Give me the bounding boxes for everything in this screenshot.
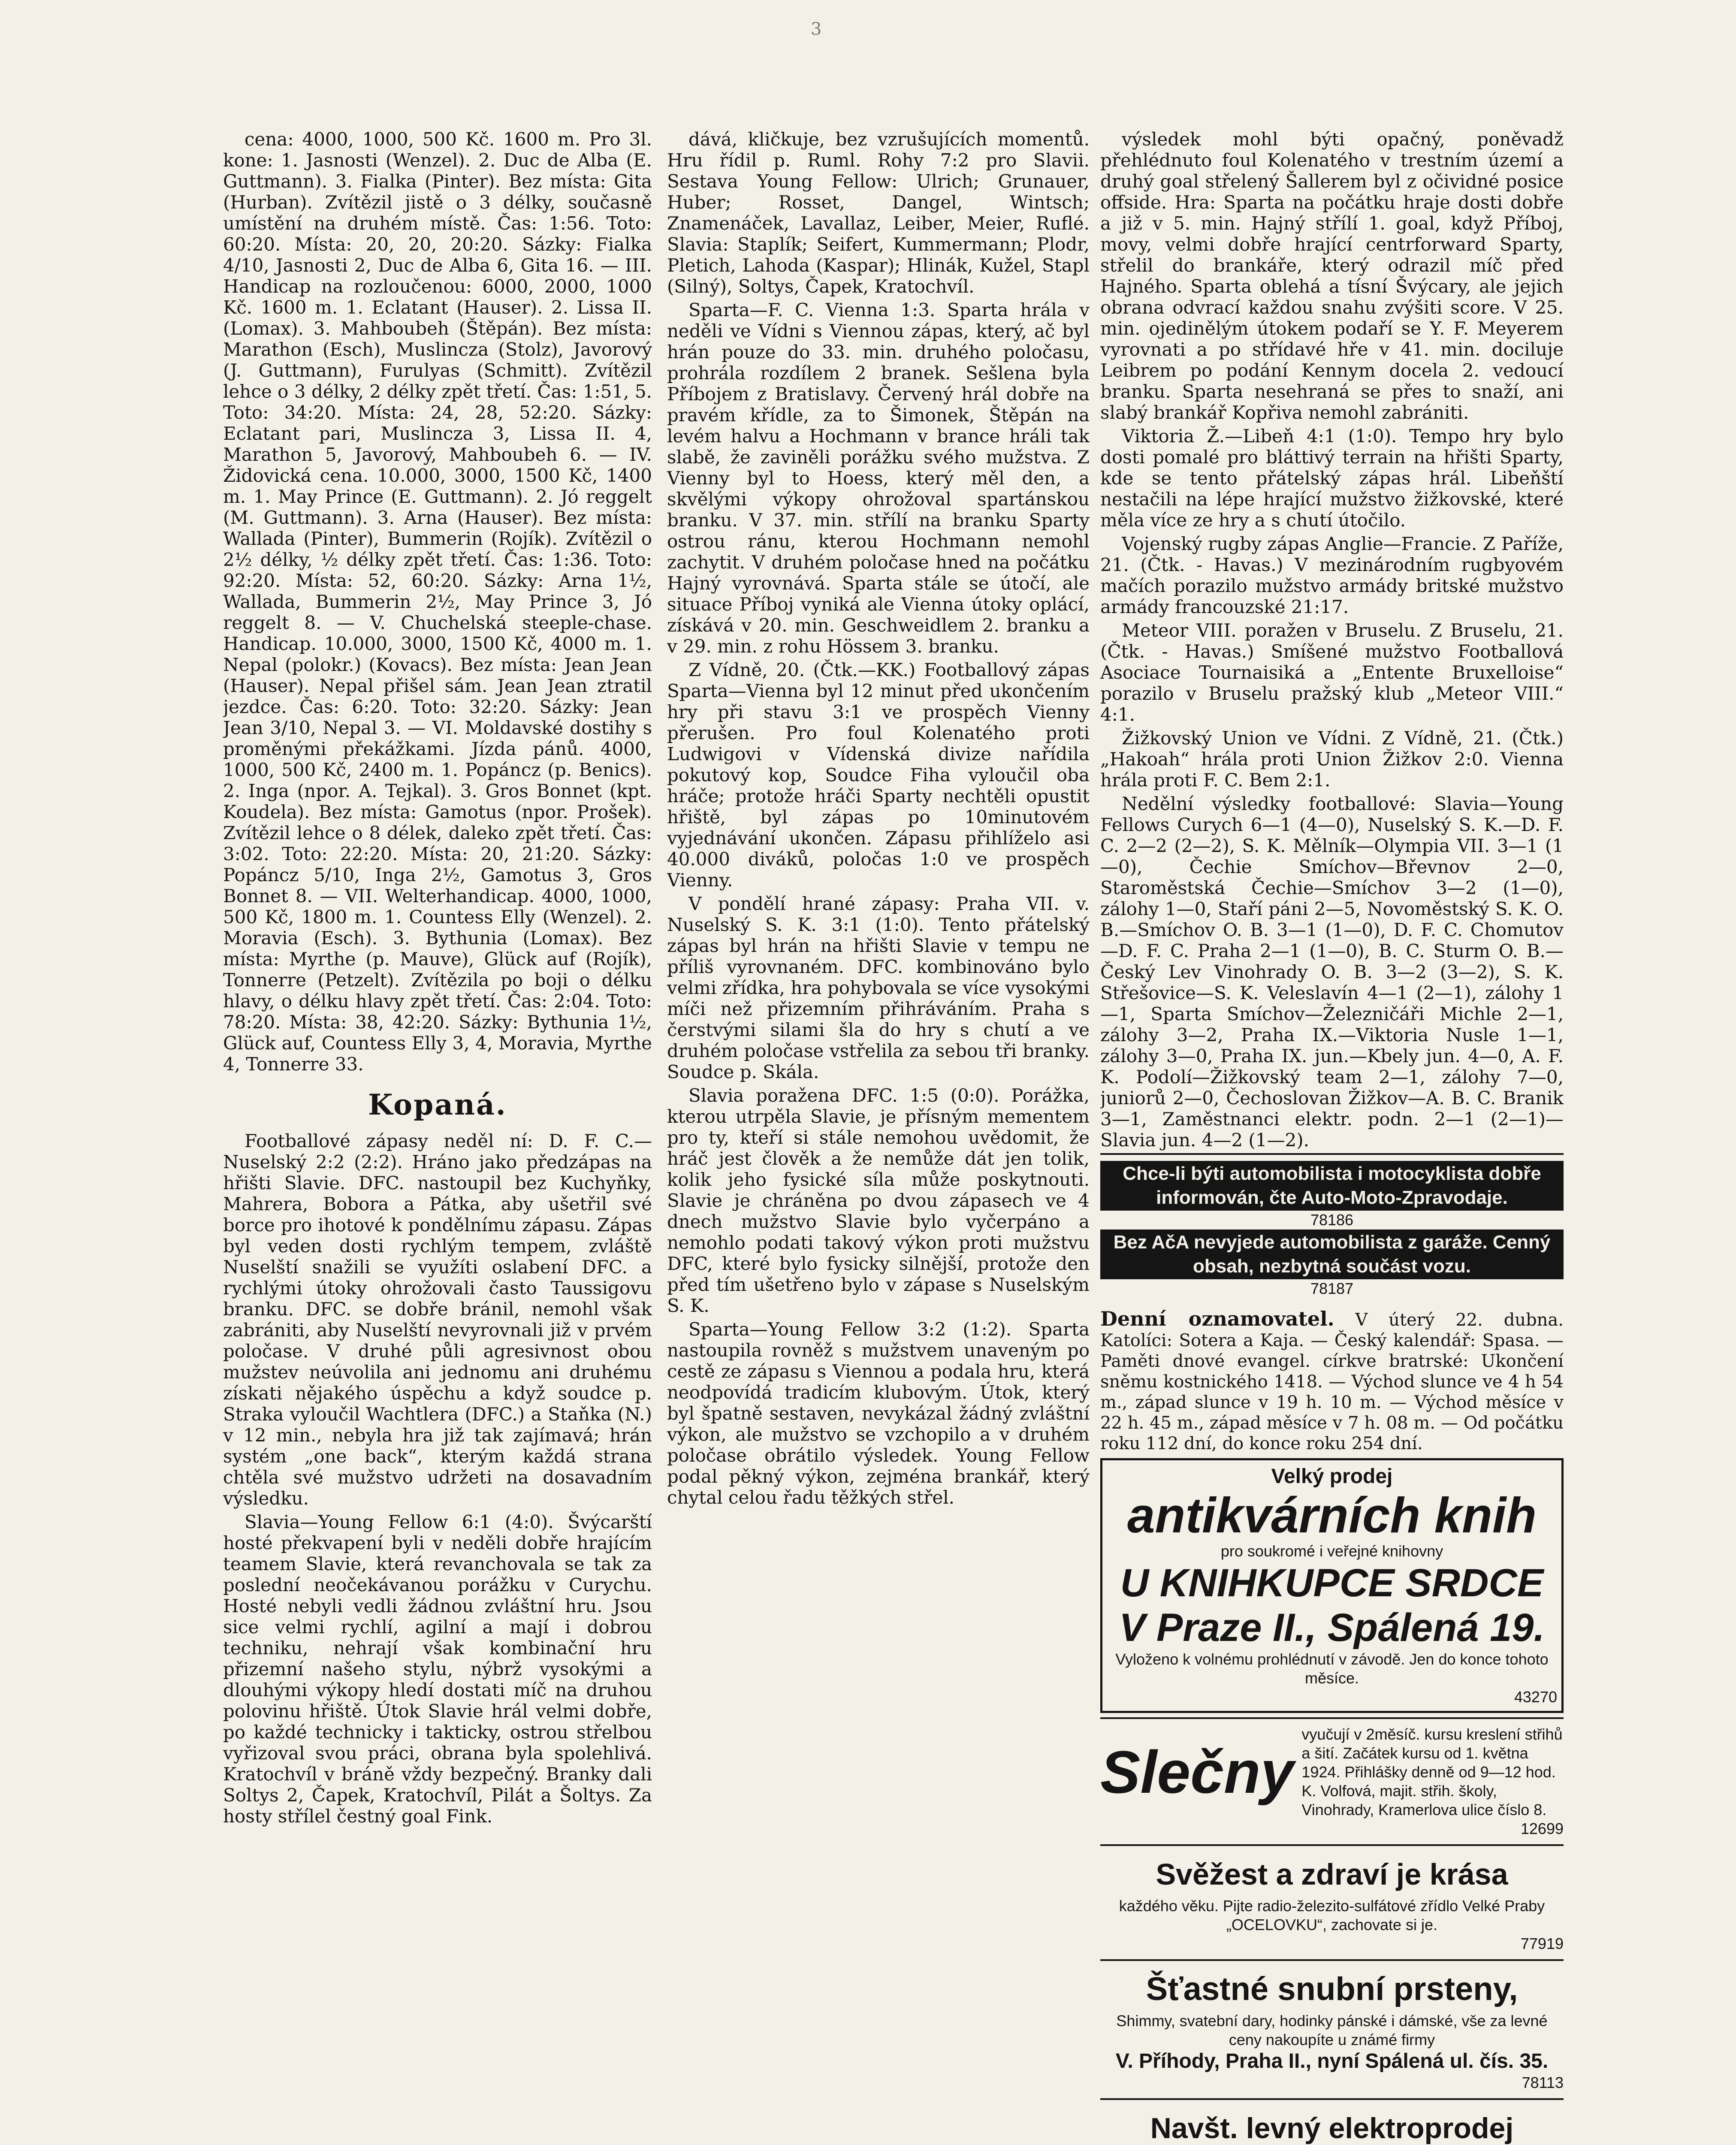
ad-books-line6: Vyloženo k volnému prohlédnutí v závodě. Jen do konce tohoto měsíce. — [1115, 1650, 1549, 1687]
ad-rings-code: 78113 — [1522, 2074, 1564, 2091]
column-3 — [1100, 129, 1564, 2145]
racing-results: cena: 4000, 1000, 500 Kč. 1600 m. Pro 3l. kone: 1. Jasnosti (Wenzel). 2. Duc de Alba (E. Guttmann). 3. Fialka (Pinter). Bez místa: Gita (Hurban). Zvítězil jistě o 3 délky, současně umístění na druhém místě. Čas: 1:56. Toto: 60:20. Místa: 20, 20, 20:20. Sázky: Fialka 4/10, Jasnosti 2, Duc de Alba 6, Gita 16. — III. Handicap na rozloučenou: 6000, 2000, 1000 Kč. 1600 m. 1. Eclatant (Hauser). 2. Lissa II. (Lomax). 3. Mahboubeh (Štěpán). Bez místa: Marathon (Esch), Muslincza (Stolz), Javorový (J. Guttmann), Furulyas (Schmitt). Zvítězil lehce o 3 délky, 2 délky zpět třetí. Čas: 1:51, 5. Toto: 34:20. Místa: 24, 28, 52:20. Sázky: Eclatant pari, Muslincza 3, Lissa II. 4, Marathon 5, Javorový, Mahboubeh 6. — IV. Židovická cena. 10.000, 3000, 1500 Kč, 1400 m. 1. May Prince (E. Guttmann). 2. Jó reggelt (M. Guttmann). 3. Arna (Hauser). Bez místa: Wallada (Pinter), Bummerin (Rojík). Zvítězil o 2½ délky, ½ délky zpět třetí. Čas: 1:36. Toto: 92:20. Místa: 52, 60:20. Sázky: Arna 1½, Wallada, Bummerin 2½, May Prince 3, Jó reggelt 8. — V. Chuchelská steeple-chase. Handicap. 10.000, 3000, 1500 Kč, 4000 m. 1. Nepal (polokr.) (Kovacs). Bez místa: Jean Jean (Hauser). Nepal přišel sám. Jean Jean ztratil jezdce. Čas: 6:20. Toto: 32:20. Sázky: Jean Jean 3/10, Nepal 3. — VI. Moldavské dostihy s proměnými překážkami. Jízda pánů. 4000, 1000, 500 Kč, 2400 m. 1. Popáncz (p. Benics). 2. Inga (npor. A. Tejkal). 3. Gros Bonnet (kpt. Koudela). Bez místa: Gamotus (npor. Prošek). Zvítězil lehce o 8 délek, daleko zpět třetí. Čas: 3:02. Toto: 22:20. Místa: 20, 21:20. Sázky: Popáncz 5/10, Inga 2½, Gamotus 3, Gros Bonnet 8. — VII. Welterhandicap. 4000, 1000, 500 Kč, 1800 m. 1. Countess Elly (Wenzel). 2. Moravia (Esch). 3. Bythunia (Lomax). Bez místa: Myrthe (p. Mauve), Glück auf (Rojík), Tonnerre (Petzelt). Zvítězila po boji o délku hlavy, o délku hlavy zpět třetí. Čas: 2:04. Toto: 78:20. Místa: 38, 42:20. Sázky: Bythunia 1½, Glück auf, Countess Elly 3, 4, Moravia, Myrthe 4, Tonnerre 33. — [223, 129, 652, 1075]
column-2 — [667, 129, 1090, 2145]
ad-sletny-code: 12699 — [1520, 1820, 1564, 1837]
ad-rings-title: Šťastné snubní prsteny, — [1146, 1971, 1518, 2007]
article-paragraph: Viktoria Ž.—Libeň 4:1 (1:0). Tempo hry bylo dosti pomalé pro bláttivý terrain na hřišti Sparty, kde se tento přátelský zápas hrál. Libeňští nestačili na lépe hrající mužstvo žižkovské, které měla více ze hry a s chutí útočilo. — [1100, 426, 1564, 531]
ad-health — [1100, 1844, 1564, 1959]
article-paragraph: Z Vídně, 20. (Čtk.—KK.) Footballový zápas Sparta—Vienna byl 12 minut před ukončením hry při stavu 3:1 ve prospěch Vienny přerušen. Pro foul Kolenatého proti Ludwigovi v Vídenská divize nařídila pokutový kop, Soudce Fiha vyloučil oba hráče; protože hráči Sparty nechtěli opustit hřiště, byl zápas po 10minutovém vyjednávání ukončen. Zápasu přihlíželo asi 40.000 diváků, poločas 1:0 ve prospěch Vienny. — [667, 659, 1090, 891]
ad-books-code: 43270 — [1514, 1688, 1557, 1706]
page-mark: 3 — [811, 19, 822, 39]
ad-books-line1: Velký prodej — [1271, 1465, 1393, 1488]
ad-health-code: 77919 — [1520, 1935, 1564, 1952]
ad-electro — [1100, 2098, 1564, 2145]
ad-moto-line1: Chce-li býti automobilista i motocyklista dobře informován, čte Auto-Moto-Zpravodaje. — [1100, 1161, 1564, 1211]
ad-sletny-text: vyučují v 2měsíč. kursu kreslení střihů a šití. Začátek kursu od 1. května 1924. Přihlášky denně od 9—12 hod. K. Volfová, majit. střih. školy, Vinohrady, Kramerlova ulice číslo 8. — [1301, 1725, 1563, 1819]
ad-health-text: každého věku. Pijte radio-železito-sulfátové zřídlo Velké Praby „OCELOVKU“, zachovate si je. — [1119, 1897, 1545, 1934]
ad-moto — [1100, 1153, 1564, 1304]
article-paragraph: Sparta—F. C. Vienna 1:3. Sparta hrála v neděli ve Vídni s Viennou zápas, který, ač byl hrán pouze do 33. min. druhého poločasu, prohrála rozdílem 2 branek. Sešlena byla Příbojem z Bratislavy. Červený hrál dobře na pravém křídle, za to Šimonek, Štěpán na levém halvu a Hochmann v brance hráli tak slabě, že zaviněli porážku svého mužstva. Z Vienny byl to Hoess, který měl den, a skvělými výkopy ohrožoval spartánskou branku. V 37. min. střílí na branku Sparty ostrou ránu, kterou Hochmann nemohl zachytit. V druhém poločase hned na počátku Hajný vyrovnává. Sparta stále se útočí, ale situace Příboj vyniká ale Vienna útoky oplácí, získává v 20. min. Geschweidlem 2. branku a v 29. min. z rohu Hössem 3. branku. — [667, 299, 1090, 657]
ad-moto-code2: 78187 — [1310, 1280, 1354, 1297]
article-paragraph: Nedělní výsledky footballové: Slavia—Young Fellows Curych 6—1 (4—0), Nuselský S. K.—D. F. C. 2—2 (2—2), S. K. Mělník—Olympia VII. 3—1 (1—0), Čechie Smíchov—Břevnov 2—0, Staroměstská Čechie—Smíchov 3—2 (1—0), zálohy 1—0, Staří páni 2—5, Novoměstský S. K. O. B.—Smíchov O. B. 3—1 (1—0), D. F. C. Chomutov—D. F. C. Praha 2—1 (1—0), B. C. Sturm O. B.—Český Lev Vinohrady O. B. 3—2 (3—2), S. K. Střešovice—S. K. Veleslavín 4—1 (2—1), zálohy 1—1, Sparta Smíchov—Železničáři Michle 2—1, zálohy 3—2, Praha IX.—Viktoria Nusle 1—1, zálohy 3—0, Praha IX. jun.—Kbely jun. 4—0, A. F. K. Podolí—Žižkovský team 2—1, zálohy 7—0, juniorů 2—0, Čechoslovan Žižkov—A. B. C. Branik 3—1, Zaměstnanci elektr. podn. 2—1 (2—1)—Slavia jun. 4—2 (1—2). — [1100, 793, 1564, 1151]
ad-sletny-word: Slečny — [1100, 1738, 1294, 1806]
article-paragraph: Meteor VIII. poražen v Bruselu. Z Bruselu, 21. (Čtk. - Havas.) Smíšené mužstvo Footballová Asociace Tournaisiká a „Entente Bruxelloise“ porazilo v Bruselu pražský klub „Meteor VIII.“ 4:1. — [1100, 620, 1564, 725]
ad-books-line2: antikvárních knih — [1127, 1487, 1537, 1543]
ad-sletny — [1100, 1717, 1564, 1844]
football-paragraph: Footballové zápasy neděl ní: D. F. C.—Nuselský 2:2 (2:2). Hráno jako předzápas na hřišti Slavie. DFC. nastoupil bez Kuchyňky, Mahrera, Bobora a Pátka, aby ušetřil své borce pro ihotové k pondělnímu zápasu. Zápas byl veden dosti rychlým tempem, zvláště Nuselští snažili se využíti oslabení DFC. a rychlými útoky ohrožovali často Taussigovu branku. DFC. se dobře bránil, nemohl však zabrániti, aby Nuselští nevyrovnali již v prvém poločase. V druhé půli agresivnost obou mužstev neúvolila ani jednomu ani druhému získati nějakého úspěchu a když soudce p. Straka vyloučil Wachtlera (DFC.) a Staňka (N.) v 12 min., nebyla hra již tak zajímavá; hrán systém „one back“, kterým každá strana chtěla své mužstvo udržeti na dosavadním výsledku. — [223, 1130, 652, 1509]
ad-books-line4: U KNIHKUPCE SRDCE — [1120, 1561, 1544, 1605]
ad-books-line5: V Praze II., Spálená 19. — [1119, 1606, 1545, 1650]
article-paragraph: dává, kličkuje, bez vzrušujících momentů. Hru řídil p. Ruml. Rohy 7:2 pro Slavii. Sestava Young Fellow: Ulrich; Grunauer, Huber; Rosset, Dangel, Wintsch; Znamenáček, Lavallaz, Leiber, Meier, Ruflé. Slavia: Staplík; Seifert, Kummermann; Plodr, Pletich, Lahoda (Kaspar); Hlinák, Kužel, Stapl (Silný), Soltys, Čapek, Kratochvíl. — [667, 129, 1090, 297]
ad-books — [1100, 1458, 1564, 1713]
ad-moto-code1: 78186 — [1310, 1211, 1354, 1229]
ad-rings-text: Shimmy, svatební dary, hodinky pánské i dámské, vše za levné ceny nakoupíte u známé firmy — [1116, 2012, 1548, 2048]
column-1 — [223, 129, 652, 2145]
news-block — [1100, 129, 1564, 1151]
article-paragraph: V pondělí hrané zápasy: Praha VII. v. Nuselský S. K. 3:1 (1:0). Tento přátelský zápas byl hrán na hřišti Slavie v tempu ne příliš vyrovnaném. DFC. kombinováno bylo velmi zřídka, hra pohybovala se více vysokými míči než přizemním přihráváním. Praha s čerstvými silami šla do hry s chutí a ve druhém poločase vstřelila za sebou tři branky. Soudce p. Skála. — [667, 893, 1090, 1082]
article-paragraph: Vojenský rugby zápas Anglie—Francie. Z Paříže, 21. (Čtk. - Havas.) V mezinárodním rugbyovém mačích porazilo mužstvo armády britské mužstvo armády francouzské 21:17. — [1100, 533, 1564, 617]
ad-books-line3: pro soukromé i veřejné knihovny — [1220, 1542, 1443, 1560]
article-paragraph: Žižkovský Union ve Vídni. Z Vídně, 21. (Čtk.) „Hakoah“ hrála proti Union Žižkov 2:0. Vienna hrála proti F. C. Bem 2:1. — [1100, 728, 1564, 791]
daily-notice-title: Denní oznamovatel. — [1100, 1307, 1334, 1330]
ad-moto-line2: Bez AčA nevyjede automobilista z garáže. Cenný obsah, nezbytná součást vozu. — [1100, 1230, 1564, 1279]
ad-health-title: Svěžest a zdraví je krása — [1156, 1858, 1508, 1891]
daily-notice — [1100, 1308, 1564, 1454]
ad-rings-addr: V. Příhody, Praha II., nyní Spálená ul. čís. 35. — [1115, 2050, 1549, 2072]
daily-notice-body: V úterý 22. dubna. Katolíci: Sotera a Kaja. — Český kalendář: Spasa. — Paměti dnové evangel. církve bratrské: Ukončení sněmu kostnického 1418. — Východ slunce ve 4 h 54 m., západ slunce v 19 h. 10 m. — Východ měsíce v 22 h. 45 m., západ měsíce v 7 h. 08 m. — Od počátku roku 112 dní, do konce roku 254 dní. — [1100, 1310, 1564, 1453]
article-paragraph: výsledek mohl býti opačný, poněvadž přehlédnuto foul Kolenatého v trestním území a druhý goal střelený Šallerem byl z očividné posice offside. Hra: Sparta na počátku hraje dosti dobře a již v 5. min. Hajný střílí 1. goal, když Příboj, movy, velmi dobře hrající centrforward Sparty, střelil do brankáře, který odrazil míč před Hajného. Sparta oblehá a tísní Švýcary, ale jejich obrana odvrací každou snahu zvýšiti score. V 25. min. ojedinělým útokem podaří se Y. F. Meyerem vyrovnati a po střídavé hře v 41. min. dociluje Leibrem po podání Kennym docela 2. vedoucí branku. Sparta nesehraná se přes to snaží, ani slabý brankář Kopřiva nemohl zabrániti. — [1100, 129, 1564, 423]
section-title-football: Kopaná. — [368, 1088, 507, 1121]
ad-rings — [1100, 1959, 1564, 2098]
football-paragraph: Slavia—Young Fellow 6:1 (4:0). Švýcarští hosté překvapení byli v neděli dobře hrajícím teamem Slavie, která revanchovala se tak za poslední neočekávanou porážku v Curychu. Hosté nebyli vedli žádnou zvláštní hru. Jsou sice velmi rychlí, agilní a mají i dobrou techniku, nehrají však kombinační hru přizemní našeho stylu, nýbrž vysokými a dlouhými výkopy hledí dostati míč na druhou polovinu hřiště. Útok Slavie hrál velmi dobře, po každé technicky i takticky, ostrou střelbou vyřizoval svou práci, obrana byla spolehlivá. Kratochvíl v bráně vždy bezpečný. Branky dali Soltys 2, Čapek, Kratochvíl, Pilát a Šoltys. Za hosty střílel čestný goal Fink. — [223, 1511, 652, 1827]
article-paragraph: Slavia poražena DFC. 1:5 (0:0). Porážka, kterou utrpěla Slavie, je přísným mementem pro ty, kteří si stále nemohou uvědomit, že hráč jest člověk a že nemůže dát jen tolik, kolik jeho fysické síla může poskytnouti. Slavie je chráněna po dvou zápasech ve 4 dnech mužstvo Slavie bylo vyčerpáno a nemohlo podati takový výkon proti mužstvu DFC, které bylo fysicky silnější, protože den před tím ušetřeno bylo v zápase s Nuselským S. K. — [667, 1085, 1090, 1316]
ad-electro-title: Navšt. levný elektroprodej — [1150, 2112, 1514, 2145]
article-paragraph: Sparta—Young Fellow 3:2 (1:2). Sparta nastoupila rovněž s mužstvem unaveným po cestě ze zápasu s Viennou a podala hru, která neodpovídá tradicím klubovým. Útok, který byl špatně sestaven, nevykázal žádný zvláštní výkon, ale mužstvo se vzchopilo a v druhém poločase obrátilo výsledek. Young Fellow podal pěkný výkon, zejména brankář, který chytal celou řadu těžkých střel. — [667, 1319, 1090, 1508]
